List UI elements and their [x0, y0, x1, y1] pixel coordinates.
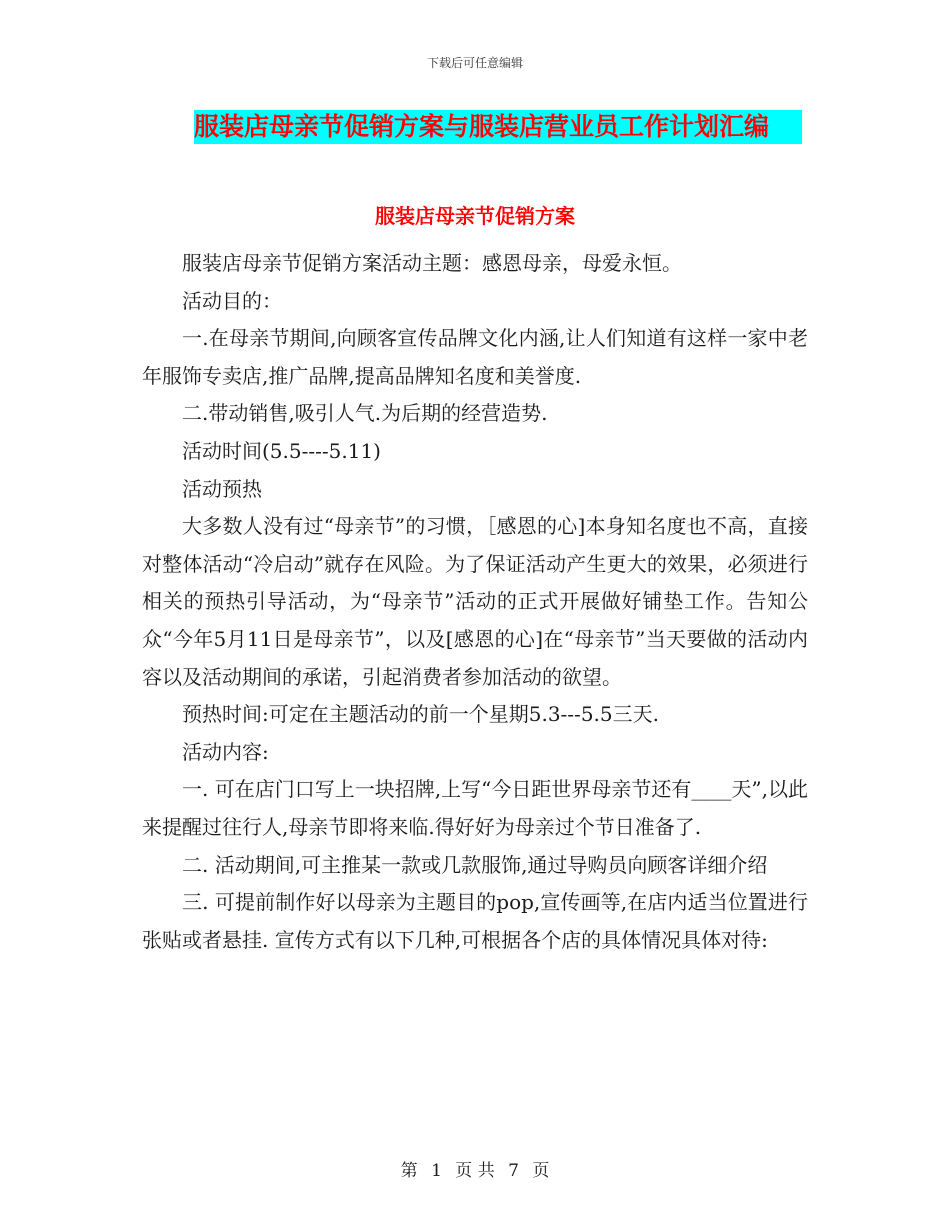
- paragraph-content-2: 二. 活动期间,可主推某一款或几款服饰,通过导购员向顾客详细介绍: [182, 852, 768, 877]
- footer-page-number: 1: [431, 1161, 442, 1181]
- paragraph-content-3: 三. 可提前制作好以母亲为主题目的pop,宣传画等,在店内适当位置进行张贴或者悬挂. 宣传方式有以下几种,可根据各个店的具体情况具体对待:: [142, 890, 808, 952]
- paragraph-preheat-heading: 活动预热: [182, 476, 262, 501]
- footer-prefix: 第: [400, 1161, 418, 1181]
- header-note: 下载后可任意编辑: [426, 56, 523, 70]
- paragraph-purpose-2: 二.带动销售,吸引人气.为后期的经营造势.: [182, 401, 548, 426]
- document-body: [142, 245, 808, 959]
- paragraph-purpose-heading: 活动目的：: [182, 288, 282, 313]
- paragraph-preheat-time: 预热时间:可定在主题活动的前一个星期5.3---5.5三天.: [182, 702, 659, 727]
- footer-suffix: 页: [532, 1161, 550, 1181]
- paragraph-content-heading: 活动内容:: [182, 739, 269, 764]
- document-main-title: 服装店母亲节促销方案与服装店营业员工作计划汇编: [194, 110, 802, 144]
- paragraph-theme: 服装店母亲节促销方案活动主题：感恩母亲，母爱永恒。: [182, 251, 682, 275]
- paragraph-activity-time: 活动时间(5.5----5.11): [182, 438, 381, 463]
- footer-total-pages: 7: [508, 1161, 519, 1181]
- paragraph-content-1: 一. 可在店门口写上一块招牌,上写“今日距世界母亲节还有____天”,以此来提醒过往行人,母亲节即将来临.得好好为母亲过个节日准备了.: [142, 777, 808, 839]
- footer-middle: 页 共: [455, 1161, 495, 1181]
- section-title: 服装店母亲节促销方案: [375, 204, 575, 228]
- paragraph-purpose-1: 一.在母亲节期间,向顾客宣传品牌文化内涵,让人们知道有这样一家中老年服饰专卖店,推广品牌,提高品牌知名度和美誉度.: [142, 326, 808, 388]
- page-footer: [0, 1156, 950, 1181]
- paragraph-preheat-body: 大多数人没有过“母亲节”的习惯，［感恩的心]本身知名度也不高，直接对整体活动“冷启动”就存在风险。为了保证活动产生更大的效果，必须进行相关的预热引导活动，为“母亲节”活动的正式开展做好铺垫工作。告知公众“今年5月11日是母亲节”，以及[感恩的心]在“母亲节”当天要做的活动内容以及活动期间的承诺，引起消费者参加活动的欲望。: [142, 514, 808, 689]
